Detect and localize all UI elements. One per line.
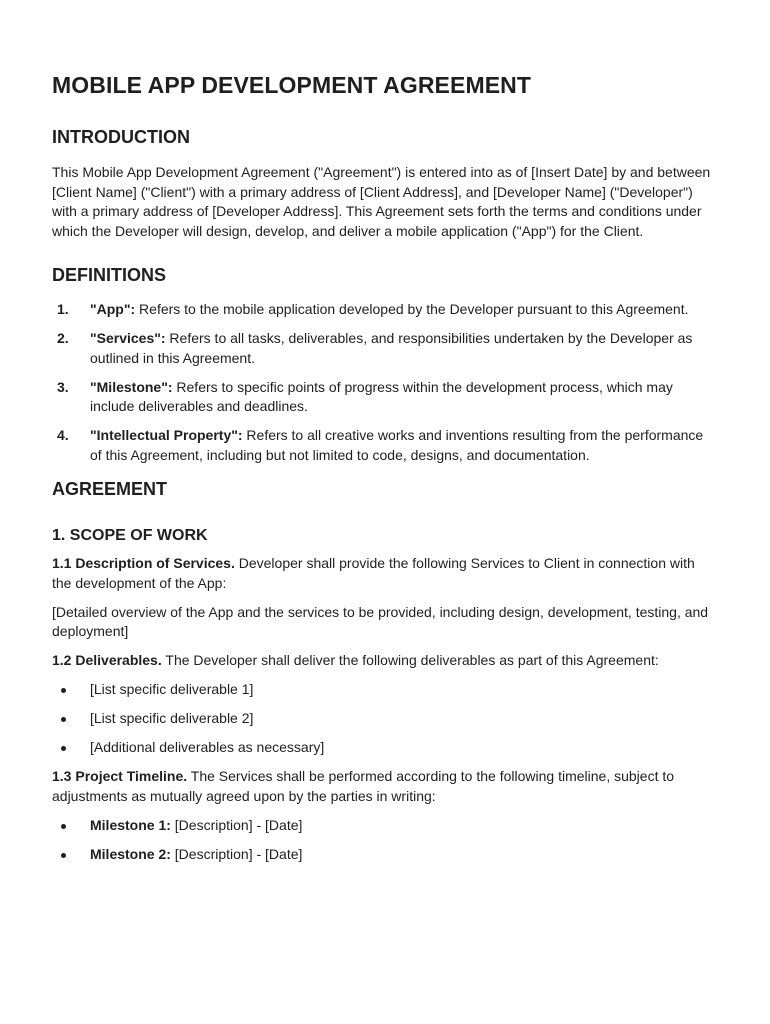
bullet-icon [61, 717, 66, 722]
milestone-text: [Description] - [Date] [170, 816, 303, 833]
milestone-text: [Description] - [Date] [170, 845, 303, 862]
definition-item [52, 378, 718, 417]
description-of-services-text: Developer shall provide the following Services to Client in connection with the development of the App: [52, 555, 695, 591]
definitions-list [52, 300, 718, 465]
definition-text: Refers to all tasks, deliverables, and responsibilities undertaken by the Developer as outlined in this Agreement. [90, 330, 693, 366]
deliverable-text: [List specific deliverable 1] [90, 681, 254, 697]
deliverables-text: The Developer shall deliver the following deliverables as part of this Agreement: [161, 652, 659, 668]
description-of-services-paragraph [52, 554, 718, 593]
definition-item [52, 300, 718, 320]
milestones-list [52, 816, 718, 865]
deliverable-item [52, 680, 718, 700]
bullet-icon [61, 746, 66, 751]
definition-term: "Intellectual Property": [90, 427, 243, 443]
definition-text: Refers to all creative works and inventions resulting from the performance of this Agreement, including but not limited to code, designs, and documentation. [90, 427, 704, 463]
definition-text: Refers to specific points of progress within the development process, which may include deliverables and deadlines. [90, 378, 673, 414]
deliverables-list [52, 680, 718, 758]
bullet-icon [61, 853, 66, 858]
definition-number: 2. [57, 330, 69, 346]
agreement-heading: AGREEMENT [52, 479, 168, 499]
definition-item [52, 426, 718, 465]
deliverable-text: [List specific deliverable 2] [90, 710, 254, 726]
deliverable-text: [Additional deliverables as necessary] [90, 739, 325, 755]
milestone-item [52, 816, 718, 836]
project-timeline-text: The Services shall be performed according to the following timeline, subject to adjustments as mutually agreed upon by the parties in writing: [52, 768, 675, 804]
milestone-label: Milestone 1: [90, 816, 171, 833]
project-timeline-paragraph [52, 767, 718, 806]
deliverable-item [52, 738, 718, 758]
document-title: MOBILE APP DEVELOPMENT AGREEMENT [52, 72, 532, 98]
definition-number: 4. [57, 427, 69, 443]
definition-item [52, 329, 718, 368]
introduction-heading: INTRODUCTION [52, 127, 190, 147]
bullet-icon [61, 824, 66, 829]
deliverable-item [52, 709, 718, 729]
milestone-item [52, 845, 718, 865]
definition-number: 1. [57, 301, 69, 317]
definition-term: "App": [90, 301, 136, 317]
deliverables-paragraph [52, 651, 718, 671]
description-of-services-label: 1.1 Description of Services. [52, 555, 235, 571]
definitions-heading: DEFINITIONS [52, 265, 167, 285]
definition-number: 3. [57, 378, 69, 395]
scope-of-work-heading: 1. SCOPE OF WORK [52, 527, 208, 544]
definition-term: "Services": [90, 330, 166, 346]
definition-term: "Milestone": [90, 378, 173, 395]
deliverables-label: 1.2 Deliverables. [52, 652, 162, 668]
services-overview-paragraph: [Detailed overview of the App and the services to be provided, including design, development, testing, and deployment] [52, 603, 709, 639]
milestone-label: Milestone 2: [90, 845, 171, 862]
definition-text: Refers to the mobile application developed by the Developer pursuant to this Agreement. [135, 301, 689, 317]
introduction-paragraph: This Mobile App Development Agreement ("Agreement") is entered into as of [Insert Date] by and between [Client Name] ("Client") with a primary address of [Client Address], and [Developer Name] ("Developer") with a primary address of [Developer Address]. This Agreement sets forth the terms and conditions under which the Developer will design, develop, and deliver a mobile application ("App") for the Client. [52, 164, 711, 239]
bullet-icon [61, 688, 66, 693]
project-timeline-label: 1.3 Project Timeline. [52, 768, 188, 784]
